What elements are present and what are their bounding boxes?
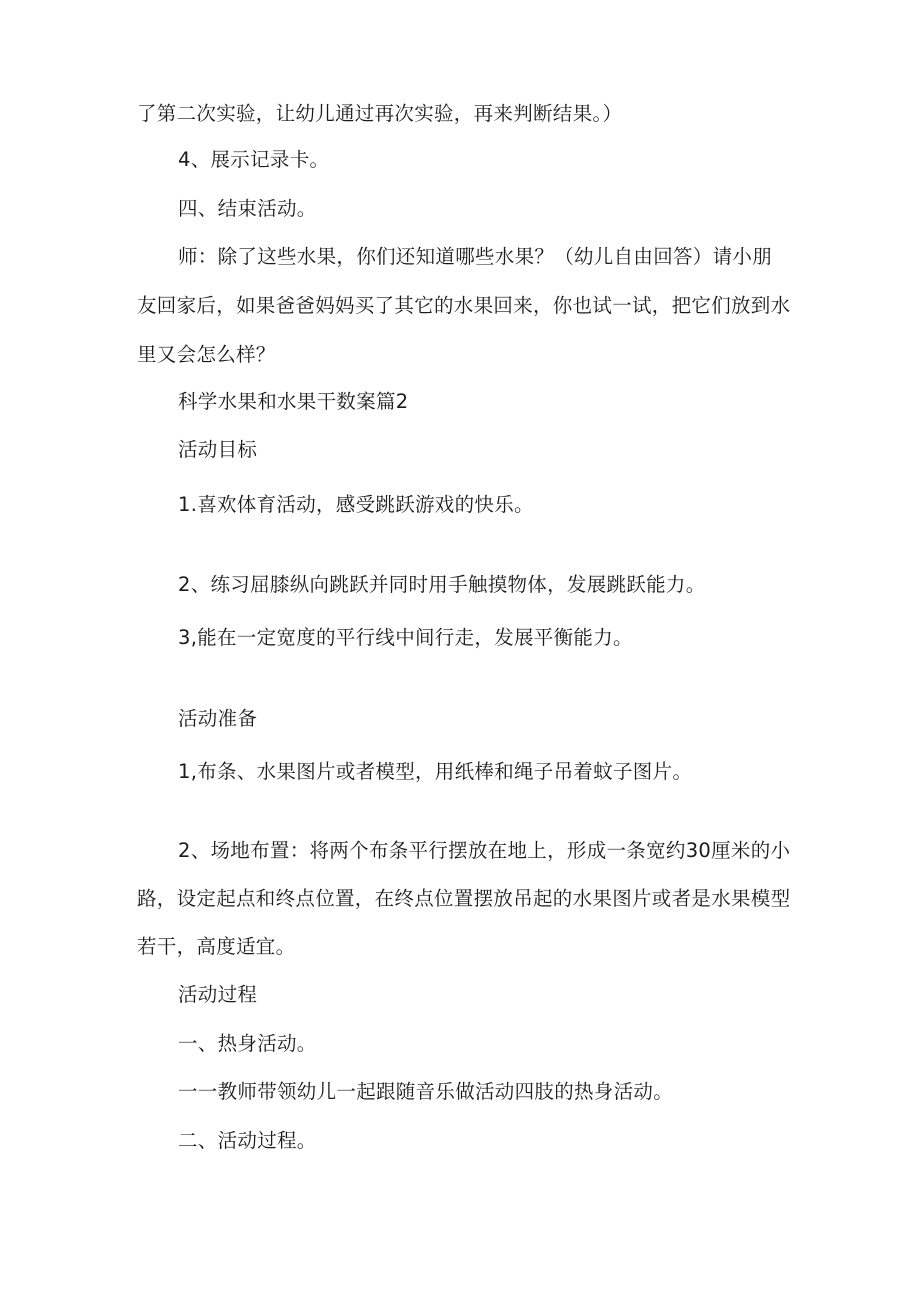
preparation-2-line-3: 若干，高度适宜。 bbox=[137, 935, 296, 958]
teacher-question-line-1: 师：除了这些水果，你们还知道哪些水果？（幼儿自由回答）请小朋 bbox=[178, 245, 773, 268]
heading-activity-goals: 活动目标 bbox=[178, 438, 258, 461]
goal-2: 2、练习屈膝纵向跳跃并同时用手触摸物体，发展跳跃能力。 bbox=[178, 573, 706, 596]
goal-1: 1.喜欢体育活动，感受跳跃游戏的快乐。 bbox=[178, 493, 534, 516]
goal-3: 3,能在一定宽度的平行线中间行走，发展平衡能力。 bbox=[178, 626, 633, 649]
heading-activity-process: 活动过程 bbox=[178, 983, 258, 1006]
preparation-2-line-2: 路，设定起点和终点位置，在终点位置摆放吊起的水果图片或者是水果模型 bbox=[137, 887, 791, 910]
step-4-show-record-card: 4、展示记录卡。 bbox=[178, 148, 330, 171]
preparation-1: 1,布条、水果图片或者模型，用纸棒和绳子吊着蚊子图片。 bbox=[178, 760, 693, 783]
section-activity-process: 二、活动过程。 bbox=[178, 1129, 317, 1152]
section-end-activity: 四、结束活动。 bbox=[178, 197, 317, 220]
teacher-question-line-2: 友回家后，如果爸爸妈妈买了其它的水果回来，你也试一试，把它们放到水 bbox=[137, 294, 791, 317]
warm-up-description: 一一教师带领幼儿一起跟随音乐做活动四肢的热身活动。 bbox=[178, 1080, 674, 1103]
paragraph-continuation: 了第二次实验，让幼儿通过再次实验，再来判断结果。） bbox=[137, 102, 623, 125]
section-warm-up: 一、热身活动。 bbox=[178, 1032, 317, 1055]
heading-activity-preparation: 活动准备 bbox=[178, 707, 258, 730]
lesson-2-title: 科学水果和水果干数案篇2 bbox=[178, 390, 409, 413]
teacher-question-line-3: 里又会怎么样？ bbox=[137, 343, 276, 366]
preparation-2-line-1: 2、场地布置：将两个布条平行摆放在地上，形成一条宽约30厘米的小 bbox=[178, 839, 791, 862]
